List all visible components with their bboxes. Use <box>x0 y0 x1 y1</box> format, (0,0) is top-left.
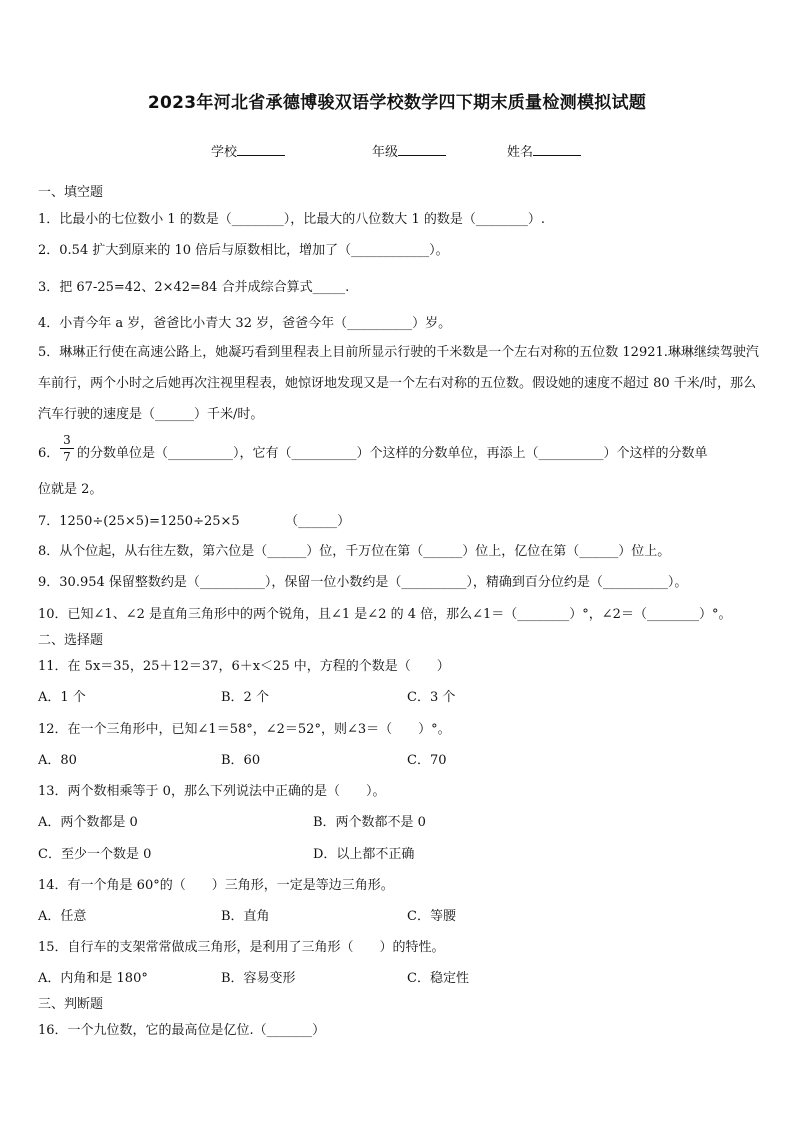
question-1: 1．比最小的七位数小 1 的数是（________），比最大的八位数大 1 的数是（________）. <box>38 212 545 227</box>
q14-option-a[interactable]: A．任意 <box>38 909 87 924</box>
fraction-3-7 <box>60 433 74 464</box>
q11-option-b[interactable]: B．2 个 <box>221 690 269 705</box>
question-14: 14．有一个角是 60°的（ ）三角形，一定是等边三角形。 <box>38 878 394 893</box>
section-judge-heading: 三、判断题 <box>38 997 104 1012</box>
q15-option-c[interactable]: C．稳定性 <box>407 971 469 986</box>
page-title: 2023年河北省承德博骏双语学校数学四下期末质量检测模拟试题 <box>147 93 647 113</box>
question-12: 12．在一个三角形中，已知∠1＝58°，∠2＝52°，则∠3＝（ ）°。 <box>38 722 451 737</box>
question-6-line-2: 位就是 2。 <box>38 482 103 497</box>
q11-option-a[interactable]: A．1 个 <box>38 690 86 705</box>
question-2: 2．0.54 扩大到原来的 10 倍后与原数相比，增加了（____________）。 <box>38 243 449 258</box>
q13-option-c[interactable]: C．至少一个数是 0 <box>38 847 152 862</box>
grade-label: 年级 <box>372 145 399 160</box>
name-label: 姓名 <box>507 145 534 160</box>
q12-option-b[interactable]: B．60 <box>221 753 261 768</box>
q14-option-b[interactable]: B．直角 <box>221 909 270 924</box>
q15-option-b[interactable]: B．容易变形 <box>221 971 296 986</box>
q12-option-c[interactable]: C．70 <box>407 753 447 768</box>
q13-option-b[interactable]: B．两个数都不是 0 <box>313 815 426 830</box>
name-blank[interactable] <box>533 142 581 156</box>
school-blank[interactable] <box>237 142 285 156</box>
question-15: 15．自行车的支架常常做成三角形，是利用了三角形（ ）的特性。 <box>38 940 445 955</box>
question-16: 16．一个九位数，它的最高位是亿位.（_______） <box>38 1023 326 1038</box>
fraction-denominator: 7 <box>63 450 71 464</box>
fraction-numerator: 3 <box>63 433 71 447</box>
question-6-prefix: 6． <box>38 446 60 461</box>
question-7: 7．1250÷(25×5)=1250÷25×5 （______） <box>38 514 351 529</box>
question-13: 13．两个数相乘等于 0，那么下列说法中正确的是（ ）。 <box>38 784 386 799</box>
name-field <box>507 141 581 160</box>
section-choice-heading: 二、选择题 <box>38 633 104 648</box>
q11-option-c[interactable]: C．3 个 <box>407 690 456 705</box>
question-6-line-1: 的分数单位是（__________），它有（__________）个这样的分数单位，再添上（__________）个这样的分数单 <box>77 446 708 461</box>
grade-field <box>372 141 446 160</box>
school-field <box>211 141 285 160</box>
q14-option-c[interactable]: C．等腰 <box>407 909 456 924</box>
section-fill-heading: 一、填空题 <box>38 185 104 200</box>
question-5: 5．琳琳正行使在高速公路上，她凝巧看到里程表上目前所显示行驶的千米数是一个左右对称的五位数 12921.琳琳继续驾驶汽车前行，两个小时之后她再次注视里程表，她惊讶地发现又是一个左右对称的五位数。假设她的速度不超过 80 千米/时，那么汽车行驶的速度是（______）千米/时。 <box>38 345 759 422</box>
question-8: 8．从个位起，从右往左数，第六位是（______）位，千万位在第（______）位上，亿位在第（______）位上。 <box>38 544 671 559</box>
question-3: 3．把 67-25=42、2×42=84 合并成综合算式_____. <box>38 280 350 295</box>
q12-option-a[interactable]: A．80 <box>38 753 77 768</box>
school-label: 学校 <box>211 145 238 160</box>
q15-option-a[interactable]: A．内角和是 180° <box>38 971 148 986</box>
question-11: 11．在 5x＝35，25＋12＝37，6＋x＜25 中，方程的个数是（ ） <box>38 659 450 674</box>
grade-blank[interactable] <box>398 142 446 156</box>
q13-option-a[interactable]: A．两个数都是 0 <box>38 815 138 830</box>
question-10: 10．已知∠1、∠2 是直角三角形中的两个锐角，且∠1 是∠2 的 4 倍，那么∠1＝（________）°，∠2＝（________）°。 <box>38 607 732 622</box>
q13-option-d[interactable]: D．以上都不正确 <box>313 847 415 862</box>
question-9: 9．30.954 保留整数约是（__________），保留一位小数约是（__________），精确到百分位约是（__________）。 <box>38 575 688 590</box>
question-4: 4．小青今年 a 岁，爸爸比小青大 32 岁，爸爸今年（__________）岁。 <box>38 316 452 331</box>
fraction-bar <box>60 448 74 449</box>
